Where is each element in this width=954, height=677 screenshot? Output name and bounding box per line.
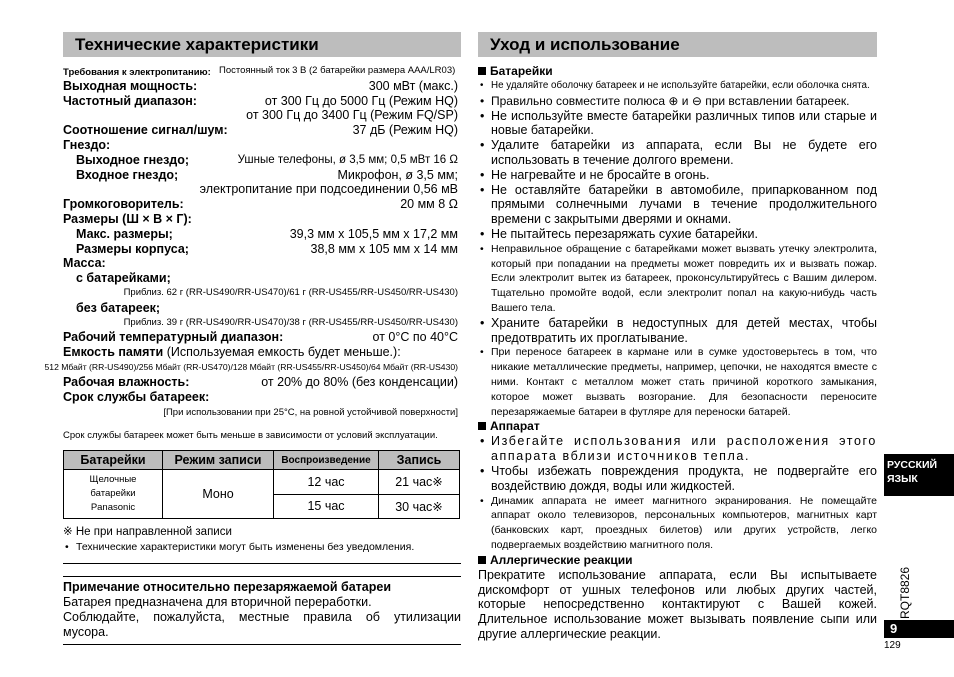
device-item: • Динамик аппарата не имеет магнитного экранирования. Не помещайте аппарат около телевизоров, персональных компьютеров, магнитных карт (банковских карт, проездных билетов) или других устройств, легко подвергаемых воздействию магнитного поля.	[478, 494, 877, 553]
table-cell: 15 час	[274, 494, 379, 519]
table-mode-cell: Моно	[163, 470, 274, 519]
freq-label: Частотный диапазон:	[63, 93, 197, 108]
life-note: Срок службы батареек может быть меньше в зависимости от условий эксплуатации.	[63, 430, 438, 442]
snr-value: 37 дБ (Режим HQ)	[352, 123, 458, 138]
battery-item: • Не используйте вместе батарейки различных типов или старые и новые батарейки.	[478, 109, 877, 139]
in-jack-value-1: Микрофон, ø 3,5 мм;	[337, 167, 458, 182]
snr-row	[63, 123, 461, 138]
table-battery-cell: Щелочные батарейки Panasonic	[64, 470, 163, 519]
output-value: 300 мВт (макс.)	[368, 78, 458, 93]
footnote: ※ Не при направленной записи	[63, 526, 232, 539]
output-label: Выходная мощность:	[63, 78, 198, 93]
rechargeable-text-2: Соблюдайте, пожалуйста, местные правила об утилизации	[63, 609, 461, 624]
speaker-row	[63, 197, 461, 212]
battery-item: • Неправильное обращение с батарейками может вызвать утечку электролита, который при попадании на предметы может повредить их и вызвать пожар. Если электролит вытек из батареек, проконсультируйтесь с Вашим дилером. Тщательно промойте водой, если электролит попал на какую-нибудь часть Вашего тела.	[478, 242, 877, 316]
rechargeable-text-1: Батарея предназначена для вторичной переработки.	[63, 594, 372, 609]
snr-label: Соотношение сигнал/шум:	[63, 123, 228, 138]
speaker-label: Громкоговоритель:	[63, 197, 184, 212]
without-batt-value-row	[63, 316, 461, 331]
in-jack-row	[63, 168, 461, 183]
specifications-title: Технические характеристики	[63, 32, 461, 57]
without-batt-row	[63, 301, 461, 316]
max-size-value: 39,3 мм х 105,5 мм х 17,2 мм	[289, 226, 458, 241]
doc-code-text: RQT8826	[898, 566, 912, 619]
care-column	[478, 32, 877, 642]
max-size-label: Макс. размеры;	[76, 226, 173, 241]
freq-row	[63, 94, 461, 109]
memory-row	[63, 345, 461, 360]
life-value: [При использовании при 25°C, на ровной устойчивой поверхности]	[163, 407, 458, 419]
table-header: Батарейки	[64, 451, 163, 470]
in-jack-row-2	[63, 182, 461, 197]
divider	[63, 563, 461, 564]
batteries-title: Батарейки	[490, 64, 553, 78]
device-item: • Избегайте использования или расположения этого аппарата вблизи источников тепла.	[478, 434, 877, 464]
care-title: Уход и использование	[478, 32, 877, 57]
table-header: Запись	[379, 451, 460, 470]
output-row	[63, 79, 461, 94]
battery-item: • Храните батарейки в недоступных для детей местах, чтобы предотвратить их проглатывание.	[478, 316, 877, 346]
table-cell: 30 час※	[379, 494, 460, 519]
speaker-value: 20 мм 8 Ω	[400, 197, 458, 212]
rechargeable-note	[63, 576, 461, 645]
allergy-heading	[478, 553, 877, 568]
jack-row	[63, 138, 461, 153]
humidity-value: от 20% до 80% (без конденсации)	[261, 374, 458, 389]
memory-note: (Используемая емкость будет меньше.):	[163, 345, 401, 360]
life-note-row	[63, 427, 461, 442]
size-label: Размеры (Ш × В × Г):	[63, 211, 192, 226]
table-header: Воспроизведение	[274, 451, 379, 470]
temp-label: Рабочий температурный диапазон:	[63, 330, 284, 345]
specifications-column	[44, 32, 461, 645]
battery-life-table	[63, 450, 460, 519]
in-jack-label: Входное гнездо;	[76, 167, 179, 182]
freq-row-2	[63, 108, 461, 123]
doc-code	[884, 549, 910, 619]
out-jack-row	[63, 153, 461, 168]
power-value: Постоянный ток 3 В (2 батарейки размера AAA/LR03)	[219, 65, 456, 76]
square-bullet-icon	[478, 67, 486, 75]
out-jack-label: Выходное гнездо;	[76, 152, 190, 167]
battery-item: • Удалите батарейки из аппарата, если Вы не будете его использовать в течение долгого времени.	[478, 138, 877, 168]
spec-change-note: • Технические характеристики могут быть изменены без уведомления.	[63, 540, 461, 555]
table-cell: 21 час※	[379, 470, 460, 495]
memory-value: 512 Мбайт (RR-US490)/256 Мбайт (RR-US470)/128 Мбайт (RR-US455/RR-US450)/64 Мбайт (RR-US430)	[44, 361, 458, 372]
without-batt-value: Приблиз. 39 г (RR-US490/RR-US470)/38 г (RR-US455/RR-US450/RR-US430)	[123, 316, 458, 328]
with-batt-row	[63, 271, 461, 286]
with-batt-value: Приблиз. 62 г (RR-US490/RR-US470)/61 г (RR-US455/RR-US450/RR-US430)	[123, 286, 458, 298]
power-label: Требования к электропитанию:	[63, 67, 211, 78]
battery-item: • Не нагревайте и не бросайте в огонь.	[478, 168, 877, 183]
body-size-label: Размеры корпуса;	[76, 241, 189, 256]
device-title: Аппарат	[490, 419, 540, 434]
temp-row	[63, 330, 461, 345]
page-number: 129	[884, 640, 901, 651]
square-bullet-icon	[478, 422, 486, 430]
battery-item: • Правильно совместите полюса ⊕ и ⊖ при вставлении батареек.	[478, 94, 877, 109]
language-tab: РУССКИЙ ЯЗЫК	[884, 454, 954, 496]
rechargeable-title: Примечание относительно перезаряжаемой батареи	[63, 579, 392, 594]
battery-item: • При переносе батареек в кармане или в сумке удостоверьтесь в том, что никакие металлические предметы, например, цепочки, не находятся вместе с ними. Контакт с металлом может стать причиной короткого замыкания, которое может вызвать возгорание. Для безопасности переносите перезаряжаемые батареи в футляре для переноски батарей.	[478, 345, 877, 419]
body-size-row	[63, 242, 461, 257]
table-cell: 12 час	[274, 470, 379, 495]
without-batt-label: без батареек;	[76, 300, 161, 315]
in-jack-value-2: электропитание при подсоединении 0,56 мВ	[199, 182, 458, 197]
temp-value: от 0°C по 40°C	[372, 330, 458, 345]
table-header: Режим записи	[163, 451, 274, 470]
batteries-heading	[478, 64, 877, 79]
power-row	[63, 64, 461, 79]
life-row	[63, 390, 461, 405]
out-jack-value: Ушные телефоны, ø 3,5 мм; 0,5 мВт 16 Ω	[237, 153, 458, 166]
max-size-row	[63, 227, 461, 242]
battery-item: • Не пытайтесь перезаряжать сухие батарейки.	[478, 227, 877, 242]
battery-item: • Не удаляйте оболочку батареек и не используйте батарейки, если оболочка снята.	[478, 79, 877, 94]
memory-value-row	[44, 360, 461, 375]
square-bullet-icon	[478, 556, 486, 564]
with-batt-label: с батарейками;	[76, 271, 171, 286]
humidity-label: Рабочая влажность:	[63, 374, 190, 389]
mass-row	[63, 256, 461, 271]
device-item: • Чтобы избежать повреждения продукта, не подвергайте его воздействию дождя, воды или жидкостей.	[478, 464, 877, 494]
with-batt-value-row	[63, 286, 461, 301]
battery-item: • Не оставляйте батарейки в автомобиле, припаркованном под прямыми солнечными лучами в течение продолжительного времени с закрытыми дверями и окнами.	[478, 183, 877, 227]
humidity-row	[63, 375, 461, 390]
allergy-text: Прекратите использование аппарата, если Вы испытываете дискомфорт от ушных телефонов или любых других частей, которые непосредственно контактируют с Вашей кожей. Длительное использование может вызывать появление сыпи или другие аллергические реакции.	[478, 567, 877, 641]
allergy-title: Аллергические реакции	[490, 552, 633, 567]
rechargeable-text-3: мусора.	[63, 624, 109, 639]
body-size-value: 38,8 мм х 105 мм х 14 мм	[310, 241, 458, 256]
size-row	[63, 212, 461, 227]
jack-label: Гнездо:	[63, 137, 111, 152]
freq-value-2: от 300 Гц до 3400 Гц (Режим FQ/SP)	[246, 108, 458, 123]
page-section-number: 9	[884, 620, 954, 638]
memory-label: Емкость памяти	[63, 345, 164, 360]
mass-label: Масса:	[63, 256, 106, 271]
life-label: Срок службы батареек:	[63, 389, 210, 404]
freq-value-1: от 300 Гц до 5000 Гц (Режим HQ)	[264, 93, 458, 108]
life-value-row	[63, 404, 461, 422]
device-heading	[478, 419, 877, 434]
